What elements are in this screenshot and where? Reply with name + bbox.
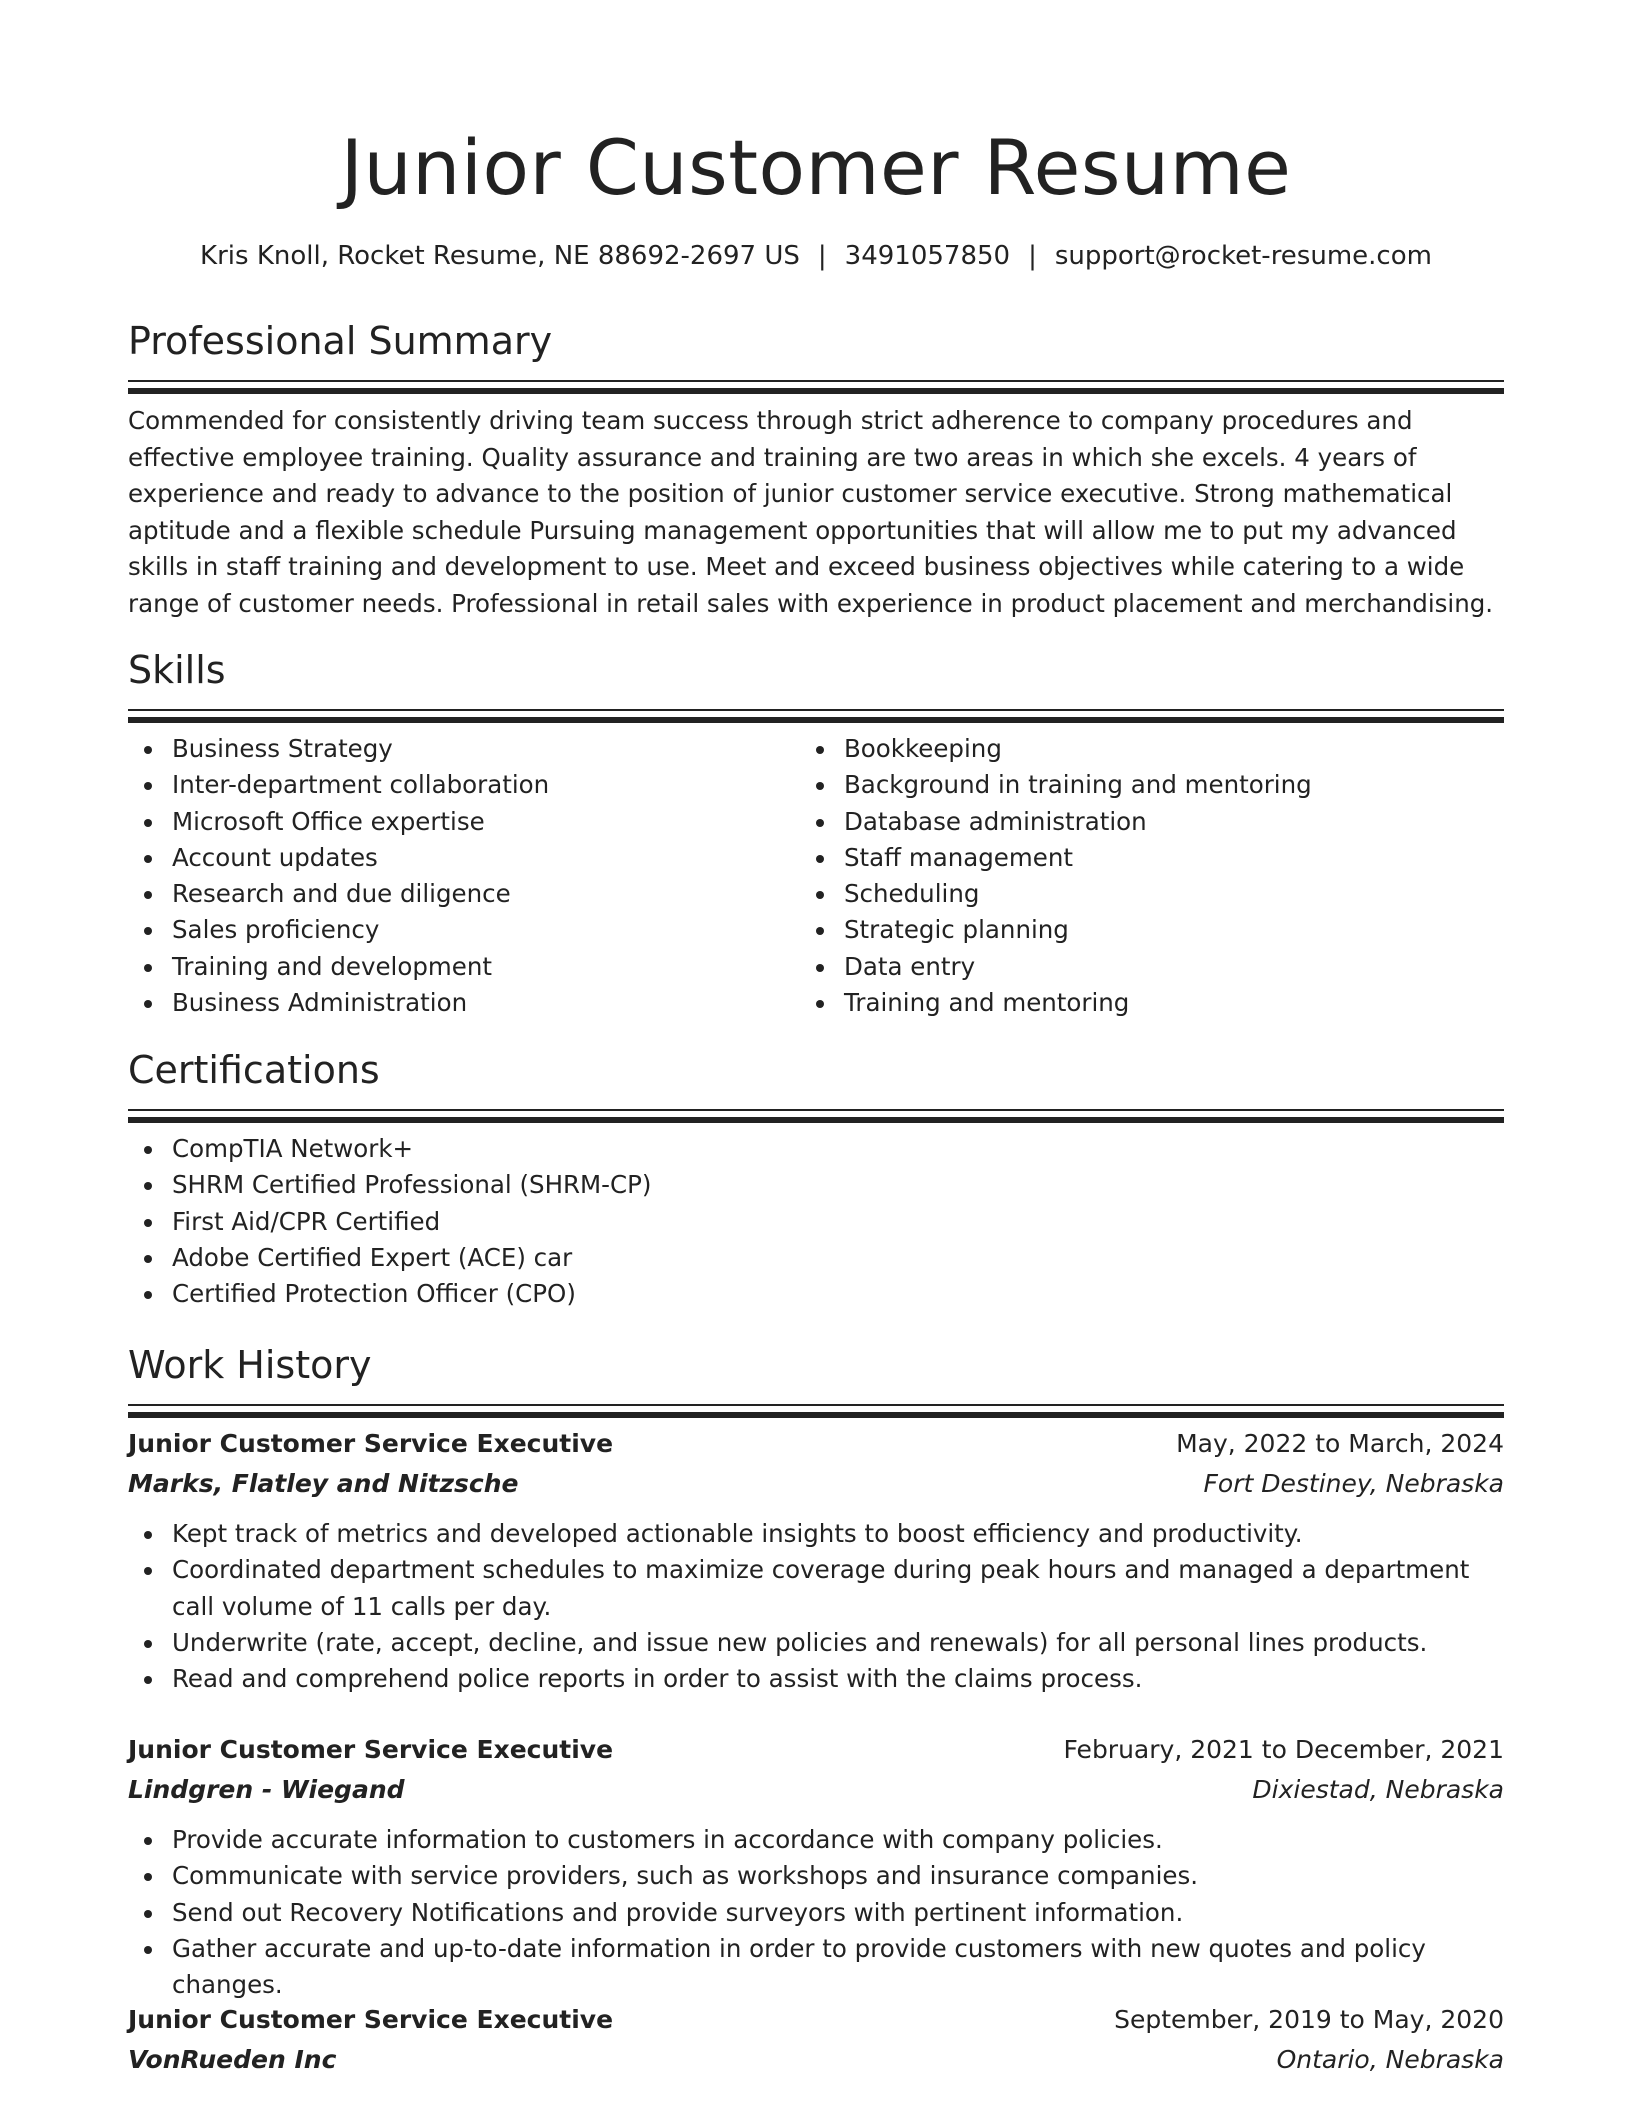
list-item: SHRM Certified Professional (SHRM-CP)	[128, 1167, 1504, 1203]
job-dates: May, 2022 to March, 2024	[1176, 1429, 1504, 1458]
section-divider	[128, 717, 1504, 723]
job-company: Marks, Flatley and Nitzsche	[128, 1469, 519, 1498]
list-item: Research and due diligence	[128, 876, 788, 912]
list-item: Business Administration	[128, 985, 788, 1021]
list-item: First Aid/CPR Certified	[128, 1204, 1504, 1240]
section-divider	[128, 709, 1504, 711]
job-bullets	[128, 1822, 1504, 2003]
list-item: Inter-department collaboration	[128, 767, 788, 803]
job-title: Junior Customer Service Executive	[128, 2005, 614, 2034]
list-item: Database administration	[800, 804, 1500, 840]
list-item: Account updates	[128, 840, 788, 876]
skills-list-right	[800, 731, 1500, 1021]
section-divider	[128, 1412, 1504, 1418]
list-item: Adobe Certified Expert (ACE) car	[128, 1240, 1504, 1276]
job-bullets	[128, 1516, 1504, 1697]
list-item: Send out Recovery Notifications and provide surveyors with pertinent information.	[128, 1895, 1504, 1931]
skills-section-header	[128, 645, 1504, 723]
list-item: CompTIA Network+	[128, 1131, 1504, 1167]
contact-email[interactable]: support@rocket-resume.com	[1054, 241, 1432, 271]
list-item: Microsoft Office expertise	[128, 804, 788, 840]
job-title: Junior Customer Service Executive	[128, 1429, 614, 1458]
section-title-skills: Skills	[128, 648, 226, 692]
contact-address: Kris Knoll, Rocket Resume, NE 88692-2697 US	[200, 241, 800, 271]
skills-list-left	[128, 731, 788, 1021]
section-divider	[128, 1404, 1504, 1406]
job-dates: February, 2021 to December, 2021	[1063, 1735, 1504, 1764]
section-title-work: Work History	[128, 1343, 372, 1387]
job-entry	[128, 1730, 1504, 2003]
certifications-list	[128, 1131, 1504, 1312]
skills-column-left	[128, 731, 788, 1021]
certifications-section-header	[128, 1045, 1504, 1123]
list-item: Coordinated department schedules to maximize coverage during peak hours and managed a department call volume of 11 calls per day.	[128, 1552, 1504, 1625]
job-entry	[128, 1424, 1504, 1697]
list-item: Business Strategy	[128, 731, 788, 767]
contact-separator: |	[817, 241, 827, 271]
certifications-list-container	[128, 1131, 1504, 1312]
list-item: Scheduling	[800, 876, 1500, 912]
skills-column-right	[800, 731, 1500, 1021]
summary-section-header	[128, 316, 1504, 394]
contact-separator: |	[1028, 241, 1037, 271]
job-location: Fort Destiney, Nebraska	[1203, 1469, 1504, 1498]
list-item: Staff management	[800, 840, 1500, 876]
job-location: Dixiestad, Nebraska	[1252, 1775, 1504, 1804]
section-title-certifications: Certifications	[128, 1048, 380, 1092]
list-item: Data entry	[800, 949, 1500, 985]
list-item: Bookkeeping	[800, 731, 1500, 767]
list-item: Background in training and mentoring	[800, 767, 1500, 803]
summary-text: Commended for consistently driving team success through strict adherence to company procedures and effective employee training. Quality assurance and training are two areas in which she excels. 4 years of experience and ready to advance to the position of junior customer service executive. Strong mathematical aptitude and a flexible schedule Pursuing management opportunities that will allow me to put my advanced skills in staff training and development to use. Meet and exceed business objectives while catering to a wide range of customer needs. Professional in retail sales with experience in product placement and merchandising.	[128, 406, 1494, 618]
list-item: Read and comprehend police reports in order to assist with the claims process.	[128, 1661, 1504, 1697]
list-item: Training and development	[128, 949, 788, 985]
job-dates: September, 2019 to May, 2020	[1114, 2005, 1504, 2034]
section-divider	[128, 1109, 1504, 1111]
section-divider	[128, 388, 1504, 394]
list-item: Gather accurate and up-to-date information in order to provide customers with new quotes and policy changes.	[128, 1931, 1504, 2004]
job-location: Ontario, Nebraska	[1276, 2045, 1504, 2074]
list-item: Training and mentoring	[800, 985, 1500, 1021]
list-item: Underwrite (rate, accept, decline, and issue new policies and renewals) for all personal lines products.	[128, 1625, 1504, 1661]
job-title: Junior Customer Service Executive	[128, 1735, 614, 1764]
work-section-header	[128, 1340, 1504, 1418]
section-divider	[128, 1117, 1504, 1123]
list-item: Kept track of metrics and developed actionable insights to boost efficiency and productivity.	[128, 1516, 1504, 1552]
section-title-summary: Professional Summary	[128, 319, 553, 363]
job-company: VonRueden Inc	[128, 2045, 337, 2074]
contact-phone: 3491057850	[844, 241, 1011, 271]
list-item: Certified Protection Officer (CPO)	[128, 1276, 1504, 1312]
job-entry	[128, 2000, 1504, 2080]
list-item: Sales proficiency	[128, 912, 788, 948]
list-item: Communicate with service providers, such as workshops and insurance companies.	[128, 1858, 1504, 1894]
section-divider	[128, 380, 1504, 382]
contact-line	[0, 238, 1632, 274]
list-item: Provide accurate information to customers in accordance with company policies.	[128, 1822, 1504, 1858]
list-item: Strategic planning	[800, 912, 1500, 948]
job-company: Lindgren - Wiegand	[128, 1775, 405, 1804]
resume-title: Junior Customer Resume	[340, 123, 1292, 212]
